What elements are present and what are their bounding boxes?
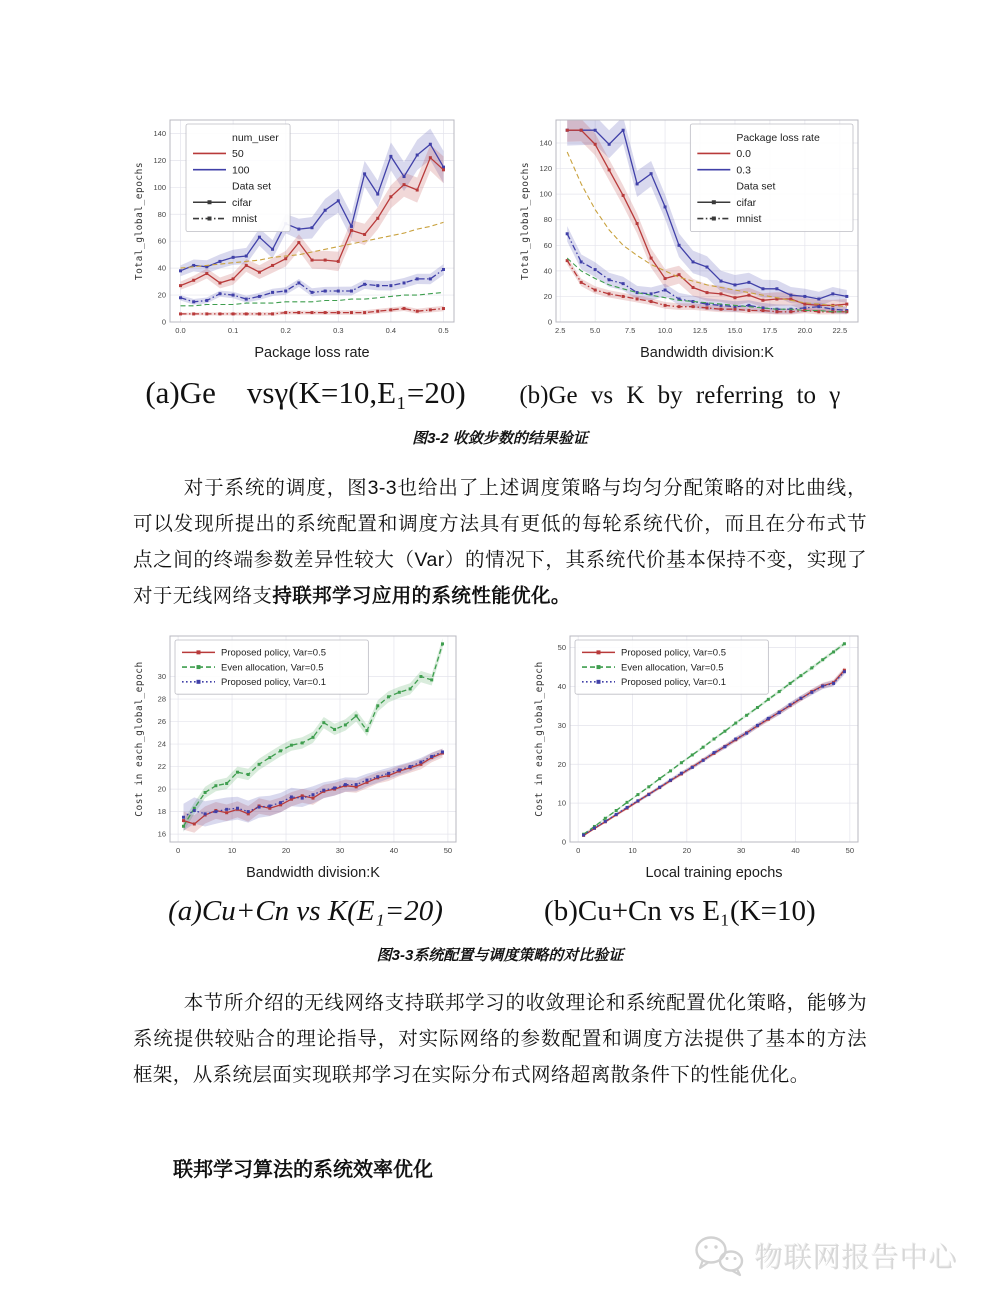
svg-text:0.5: 0.5: [438, 326, 449, 335]
svg-text:Package loss rate: Package loss rate: [254, 345, 370, 361]
svg-text:100: 100: [232, 164, 250, 177]
svg-text:Total_global_epochs: Total_global_epochs: [134, 161, 145, 281]
svg-text:20: 20: [157, 290, 166, 300]
svg-text:10: 10: [227, 846, 237, 855]
svg-text:cifar: cifar: [232, 196, 252, 209]
svg-text:60: 60: [543, 240, 552, 250]
svg-text:17.5: 17.5: [762, 326, 778, 335]
svg-text:Proposed policy, Var=0.5: Proposed policy, Var=0.5: [221, 647, 327, 659]
figure-3-3-caption: 图3-3系统配置与调度策略的对比验证: [376, 947, 624, 964]
wechat-icon: [693, 1235, 747, 1277]
svg-text:0.0: 0.0: [175, 326, 186, 335]
watermark-label: 物联网报告中心: [754, 1242, 958, 1273]
svg-text:80: 80: [157, 209, 166, 219]
svg-text:mnist: mnist: [736, 213, 762, 226]
svg-text:0: 0: [161, 317, 166, 327]
svg-text:Proposed policy, Var=0.1: Proposed policy, Var=0.1: [221, 677, 327, 689]
svg-text:20: 20: [543, 291, 552, 301]
paragraph-1: [133, 470, 867, 614]
svg-text:Bandwidth division:K: Bandwidth division:K: [640, 345, 774, 361]
svg-text:7.5: 7.5: [624, 326, 636, 335]
chart-cost-vs-k: [133, 628, 465, 889]
svg-text:10: 10: [557, 798, 566, 808]
svg-text:26: 26: [157, 717, 166, 727]
figure-3-2-subcaptions: [133, 375, 867, 411]
svg-text:30: 30: [157, 672, 166, 682]
svg-text:Even allocation, Var=0.5: Even allocation, Var=0.5: [221, 662, 324, 674]
svg-text:40: 40: [543, 266, 552, 276]
subcaption-b-fig32: (b)Ge vs K by referring to γ: [519, 382, 841, 409]
svg-text:0.1: 0.1: [227, 326, 239, 335]
figure-3-3-subcaptions: [133, 895, 867, 928]
svg-text:140: 140: [539, 138, 552, 148]
svg-text:2.5: 2.5: [554, 326, 566, 335]
subcaption-a-fig33: (a)Cu+Cn vs K(E₁=20): [168, 895, 443, 927]
svg-text:num_user: num_user: [232, 131, 279, 144]
svg-text:0: 0: [576, 846, 581, 855]
svg-text:100: 100: [153, 182, 166, 192]
svg-text:0.0: 0.0: [736, 148, 751, 161]
svg-text:12.5: 12.5: [692, 326, 708, 335]
svg-text:Cost in each_global_epoch: Cost in each_global_epoch: [134, 661, 145, 817]
chart-ge-vs-k: [519, 112, 867, 369]
chart-cost-vs-epochs: [533, 628, 867, 889]
figure-3-2-caption: 图3-2 收敛步数的结果验证: [412, 430, 588, 447]
svg-text:0.3: 0.3: [736, 164, 751, 177]
watermark: [693, 1235, 958, 1277]
svg-text:60: 60: [157, 236, 166, 246]
svg-text:cifar: cifar: [736, 196, 757, 209]
svg-text:Total_global_epochs: Total_global_epochs: [520, 161, 531, 281]
svg-text:40: 40: [157, 263, 166, 273]
svg-text:15.0: 15.0: [727, 326, 743, 335]
svg-text:0: 0: [176, 846, 181, 855]
svg-text:80: 80: [543, 215, 552, 225]
svg-text:22: 22: [157, 762, 166, 772]
figure-3-2-charts: [133, 112, 867, 369]
svg-text:30: 30: [736, 846, 746, 855]
svg-text:50: 50: [443, 846, 453, 855]
svg-text:Proposed policy, Var=0.1: Proposed policy, Var=0.1: [621, 677, 727, 689]
svg-text:140: 140: [153, 128, 166, 138]
svg-text:30: 30: [335, 846, 345, 855]
svg-text:30: 30: [557, 720, 566, 730]
svg-text:16: 16: [157, 829, 166, 839]
svg-text:120: 120: [153, 155, 166, 165]
svg-text:0.4: 0.4: [385, 326, 397, 335]
paragraph-1-bold-text: 持联邦学习应用的系统性能优化。: [272, 585, 571, 607]
svg-text:24: 24: [157, 739, 166, 749]
subcaption-a-fig32: (a)Ge vsγ(K=10,E₁=20): [145, 375, 466, 410]
svg-text:0.2: 0.2: [280, 326, 291, 335]
svg-text:18: 18: [157, 807, 166, 817]
svg-text:100: 100: [539, 189, 552, 199]
svg-text:20: 20: [682, 846, 692, 855]
svg-text:Cost in each_global_epoch: Cost in each_global_epoch: [534, 661, 545, 817]
paragraph-1-normal-text: 对于系统的调度，图3-3也给出了上述调度策略与均匀分配策略的对比曲线，可以发现所提出的系统配置和调度方法具有更低的每轮系统代价，而且在分布式节点之间的终端参数差异性较大（Var）的情况下，其系统代价基本保持不变，实现了对于无线网络支: [133, 477, 867, 607]
chart-ge-vs-gamma: [133, 112, 463, 369]
svg-text:Proposed policy, Var=0.5: Proposed policy, Var=0.5: [621, 647, 727, 659]
svg-text:Bandwidth division:K: Bandwidth division:K: [246, 865, 380, 881]
svg-text:Package loss rate: Package loss rate: [736, 131, 820, 144]
svg-text:10: 10: [628, 846, 637, 855]
svg-text:20.0: 20.0: [797, 326, 813, 335]
svg-text:22.5: 22.5: [832, 326, 848, 335]
figure-3-3-charts: [133, 628, 867, 889]
svg-text:Data set: Data set: [736, 180, 776, 193]
svg-text:28: 28: [157, 694, 166, 704]
subcaption-b-fig33: (b)Cu+Cn vs E₁(K=10): [544, 895, 816, 927]
section-heading: 联邦学习算法的系统效率优化: [173, 1159, 433, 1181]
svg-text:0: 0: [547, 317, 552, 327]
svg-text:20: 20: [557, 759, 566, 769]
svg-text:40: 40: [389, 846, 399, 855]
svg-text:50: 50: [232, 148, 244, 161]
svg-text:50: 50: [845, 846, 855, 855]
svg-text:Data set: Data set: [232, 180, 272, 193]
paragraph-2: 本节所介绍的无线网络支持联邦学习的收敛理论和系统配置优化策略，能够为系统提供较贴合的理论指导，对实际网络的参数配置和调度方法提供了基本的方法框架，从系统层面实现联邦学习在实际分布式网络超离散条件下的性能优化。: [133, 992, 867, 1086]
svg-text:0.3: 0.3: [333, 326, 344, 335]
svg-text:40: 40: [791, 846, 800, 855]
svg-text:5.0: 5.0: [589, 326, 601, 335]
svg-text:40: 40: [557, 682, 566, 692]
svg-text:20: 20: [157, 784, 166, 794]
page-content: [133, 112, 867, 1182]
svg-text:120: 120: [539, 164, 552, 174]
svg-text:Even allocation, Var=0.5: Even allocation, Var=0.5: [621, 662, 724, 674]
svg-text:0: 0: [561, 837, 566, 847]
svg-text:50: 50: [557, 643, 566, 653]
svg-text:Local training epochs: Local training epochs: [645, 865, 783, 881]
svg-text:20: 20: [281, 846, 291, 855]
svg-text:10.0: 10.0: [657, 326, 673, 335]
svg-text:mnist: mnist: [232, 213, 258, 226]
